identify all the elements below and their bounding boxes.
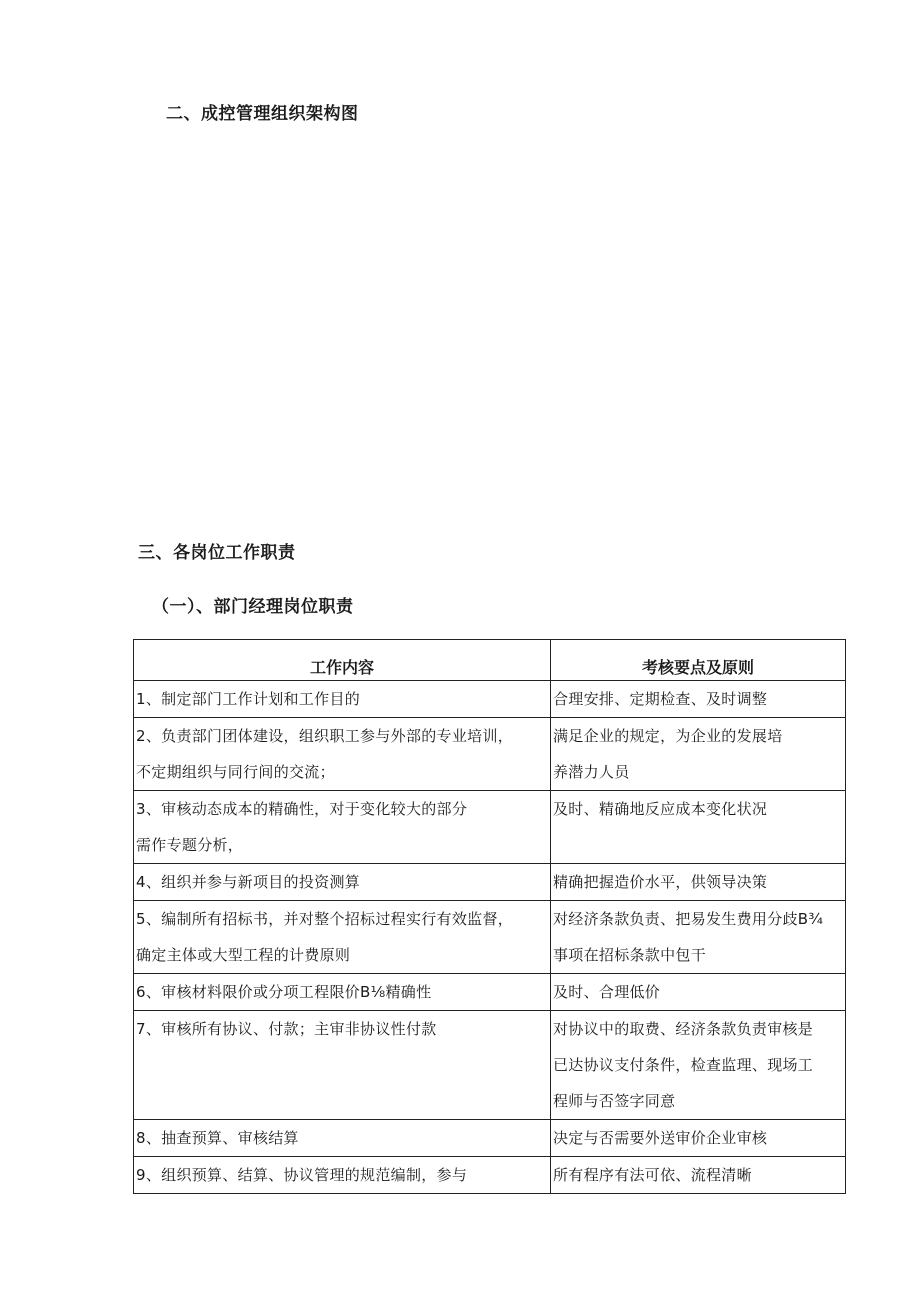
org-chart-heading: 二、成控管理组织架构图: [166, 104, 359, 124]
work-content-line: 1、制定部门工作计划和工作目的: [136, 690, 361, 708]
criteria-line: 养潜力人员: [553, 763, 630, 781]
work-content-line: 3、审核动态成本的精确性，对于变化较大的部分: [136, 800, 468, 818]
work-content-cell: [134, 1011, 551, 1120]
work-content-cell: [134, 974, 551, 1011]
table-row: [134, 1157, 846, 1194]
table-row: [134, 681, 846, 718]
criteria-line: 及时、合理低价: [553, 983, 661, 1001]
criteria-line: 程师与否签字同意: [553, 1092, 676, 1110]
work-content-line: 不定期组织与同行间的交流；: [136, 763, 335, 781]
criteria-line: 满足企业的规定，为企业的发展培: [553, 727, 783, 745]
table-header-row: [134, 640, 846, 681]
work-content-line: 7、审核所有协议、付款；主审非协议性付款: [136, 1020, 437, 1038]
work-content-cell: [134, 901, 551, 974]
work-content-cell: [134, 791, 551, 864]
work-content-cell: [134, 1120, 551, 1157]
work-content-line: 4、组织并参与新项目的投资测算: [136, 873, 361, 891]
header-assessment-criteria: 考核要点及原则: [551, 640, 846, 681]
criteria-line: 合理安排、定期检查、及时调整: [553, 690, 768, 708]
criteria-line: 对协议中的取费、经济条款负责审核是: [553, 1020, 814, 1038]
assessment-criteria-cell: [551, 864, 846, 901]
criteria-line: 事项在招标条款中包干: [553, 946, 707, 964]
assessment-criteria-cell: [551, 681, 846, 718]
table-row: [134, 1011, 846, 1120]
duties-heading: 三、各岗位工作职责: [138, 543, 296, 563]
assessment-criteria-cell: [551, 1157, 846, 1194]
table-row: [134, 901, 846, 974]
work-content-line: 5、编制所有招标书，并对整个招标过程实行有效监督，: [136, 910, 514, 928]
criteria-line: 对经济条款负责、把易发生费用分歧B¾: [553, 910, 824, 928]
table-row: [134, 718, 846, 791]
work-content-line: 2、负责部门团体建设，组织职工参与外部的专业培训，: [136, 727, 514, 745]
assessment-criteria-cell: [551, 1011, 846, 1120]
criteria-line: 决定与否需要外送审价企业审核: [553, 1129, 768, 1147]
work-content-cell: [134, 681, 551, 718]
assessment-criteria-cell: [551, 718, 846, 791]
assessment-criteria-cell: [551, 791, 846, 864]
table-row: [134, 974, 846, 1011]
work-content-line: 确定主体或大型工程的计费原则: [136, 946, 351, 964]
criteria-line: 所有程序有法可依、流程清晰: [553, 1166, 752, 1184]
criteria-line: 已达协议支付条件，检查监理、现场工: [553, 1056, 814, 1074]
assessment-criteria-cell: [551, 1120, 846, 1157]
work-content-line: 8、抽查预算、审核结算: [136, 1129, 299, 1147]
manager-duties-table: [133, 639, 846, 1194]
work-content-cell: [134, 718, 551, 791]
table-row: [134, 864, 846, 901]
work-content-line: 6、审核材料限价或分项工程限价B⅛精确性: [136, 983, 432, 1001]
work-content-cell: [134, 1157, 551, 1194]
assessment-criteria-cell: [551, 974, 846, 1011]
criteria-line: 精确把握造价水平，供领导决策: [553, 873, 768, 891]
manager-duties-heading: （一）、部门经理岗位职责: [152, 597, 354, 617]
header-work-content: 工作内容: [134, 640, 551, 681]
table-row: [134, 1120, 846, 1157]
assessment-criteria-cell: [551, 901, 846, 974]
work-content-line: 需作专题分析，: [136, 836, 244, 854]
work-content-line: 9、组织预算、结算、协议管理的规范编制，参与: [136, 1166, 468, 1184]
table-row: [134, 791, 846, 864]
work-content-cell: [134, 864, 551, 901]
criteria-line: 及时、精确地反应成本变化状况: [553, 800, 768, 818]
